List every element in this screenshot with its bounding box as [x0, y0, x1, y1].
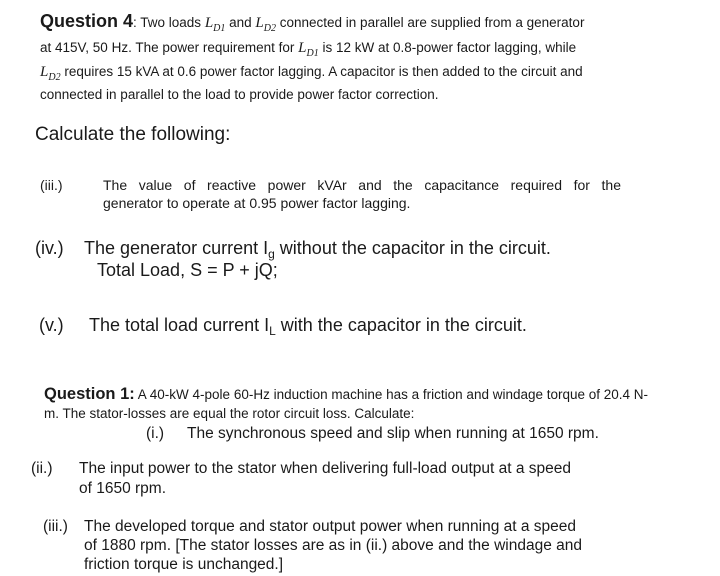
item-iii-line-1: The value of reactive power kVAr and the capacitance required for the — [103, 177, 621, 193]
q1-item-iii-line-3: friction torque is unchanged.] — [84, 556, 284, 573]
item-v-number: (v.) — [39, 315, 64, 335]
q1-title: Question 1: — [44, 385, 135, 403]
q4-line-2: at 415V, 50 Hz. The power requirement for $L_{D1}$ is 12 kW at 0.8-power factor lagging, while — [40, 40, 577, 59]
q1-line-1: Question 1: A 40-kW 4-pole 60-Hz induction machine has a friction and windage torque of 20.4 N- — [44, 385, 649, 403]
q1-item-iii-number: (iii.) — [43, 518, 68, 535]
q1-item-i-number: (i.) — [146, 425, 165, 442]
item-iv-line-1: The generator current $I_g$ without the capacitor in the circuit. — [84, 238, 551, 261]
q1-item-ii-line-2: of 1650 rpm. — [79, 480, 167, 497]
q1-item-ii-number: (ii.) — [31, 460, 53, 477]
q1-item-ii-line-1: The input power to the stator when delivering full-load output at a speed — [79, 460, 572, 477]
load-d2-symbol: $L_{D2}$ — [255, 15, 276, 34]
item-iii-line-2: generator to operate at 0.95 power factor lagging. — [103, 195, 411, 211]
load-d1-symbol: $L_{D1}$ — [204, 15, 226, 34]
load-d2-symbol: $L_{D2}$ — [40, 64, 61, 83]
q4-line-4: connected in parallel to the load to provide power factor correction. — [40, 87, 439, 102]
q1-item-iii-line-2: of 1880 rpm. [The stator losses are as in (ii.) above and the windage and — [84, 537, 583, 554]
item-iv-number: (iv.) — [35, 238, 64, 258]
load-d1-symbol: $L_{D1}$ — [298, 40, 319, 59]
q1-line-2: m. The stator-losses are equal the rotor circuit loss. Calculate: — [44, 406, 415, 421]
q4-line-1: Question 4: Two loads $L_{D1}$ and $L_{D2}$ connected in parallel are supplied from a generator — [40, 11, 585, 34]
item-iv-line-2: Total Load, S = P + jQ; — [97, 260, 278, 280]
q1-item-i-text: The synchronous speed and slip when running at 1650 rpm. — [187, 425, 599, 442]
q4-line-3: $L_{D2}$ requires 15 kVA at 0.6 power factor lagging. A capacitor is then added to the circuit and — [40, 64, 583, 83]
item-v-line-1: The total load current $I_L$ with the capacitor in the circuit. — [89, 315, 527, 338]
q1-item-iii-line-1: The developed torque and stator output power when running at a speed — [84, 518, 577, 535]
item-iii-number: (iii.) — [40, 177, 63, 193]
q4-title: Question 4 — [40, 11, 134, 31]
calculate-heading: Calculate the following: — [35, 124, 231, 145]
